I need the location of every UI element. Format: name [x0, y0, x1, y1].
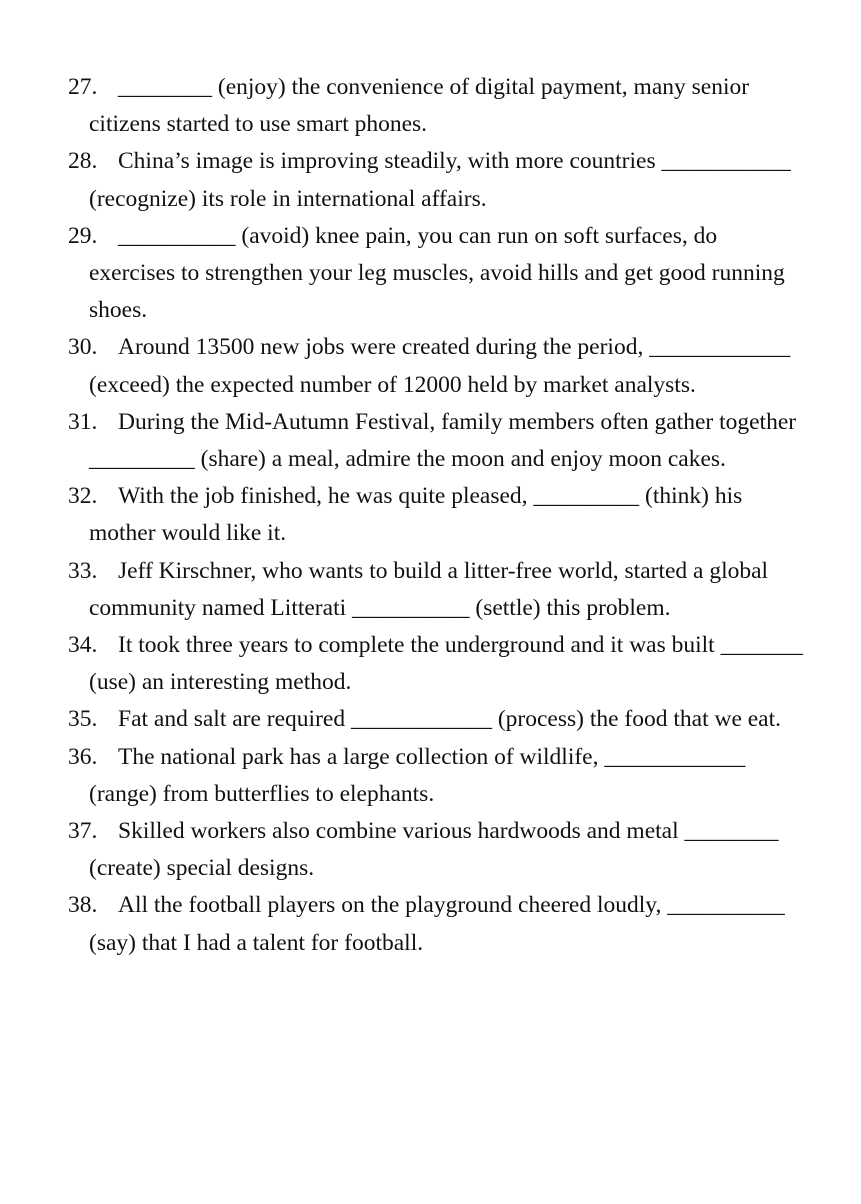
question-item [68, 887, 808, 961]
question-text: All the football players on the playground cheered loudly, __________ (say) that I had a talent for football. [89, 892, 785, 956]
question-text: Jeff Kirschner, who wants to build a litter-free world, started a global community named Litterati __________ (settle) this problem. [89, 557, 769, 621]
question-text: The national park has a large collection of wildlife, ____________ (range) from butterflies to elephants. [89, 743, 746, 807]
question-text: China’s image is improving steadily, with more countries ___________ (recognize) its role in international affairs. [89, 148, 791, 212]
question-item [68, 553, 808, 627]
question-item [68, 701, 808, 738]
question-text: Skilled workers also combine various hardwoods and metal ________ (create) special designs. [89, 818, 779, 882]
question-item [68, 627, 808, 701]
question-item [68, 739, 808, 813]
question-number: 32. [68, 483, 98, 510]
question-list [68, 69, 808, 962]
question-item [68, 143, 808, 217]
question-text: ________ (enjoy) the convenience of digital payment, many senior citizens started to use smart phones. [89, 74, 750, 138]
question-number: 34. [68, 632, 98, 659]
question-item [68, 218, 808, 330]
question-item [68, 478, 808, 552]
question-text: __________ (avoid) knee pain, you can run on soft surfaces, do exercises to strengthen your leg muscles, avoid hills and get good running shoes. [89, 222, 785, 324]
question-text: It took three years to complete the underground and it was built _______ (use) an interesting method. [89, 632, 803, 696]
question-number: 28. [68, 148, 98, 175]
question-text: With the job finished, he was quite pleased, _________ (think) his mother would like it. [89, 483, 743, 547]
question-number: 29. [68, 222, 98, 249]
question-number: 35. [68, 706, 98, 733]
question-text: Fat and salt are required ____________ (process) the food that we eat. [118, 706, 782, 733]
question-number: 38. [68, 892, 98, 919]
question-number: 36. [68, 743, 98, 770]
question-text: Around 13500 new jobs were created during the period, ____________ (exceed) the expected number of 12000 held by market analysts. [89, 334, 791, 398]
question-number: 31. [68, 408, 98, 435]
question-number: 37. [68, 818, 98, 845]
question-number: 33. [68, 557, 98, 584]
question-item [68, 329, 808, 403]
question-number: 30. [68, 334, 98, 361]
question-text: During the Mid-Autumn Festival, family members often gather together _________ (share) a meal, admire the moon and enjoy moon cakes. [89, 408, 797, 473]
question-number: 27. [68, 74, 98, 100]
question-item [68, 813, 808, 887]
question-item [68, 69, 808, 143]
question-item [68, 404, 808, 478]
